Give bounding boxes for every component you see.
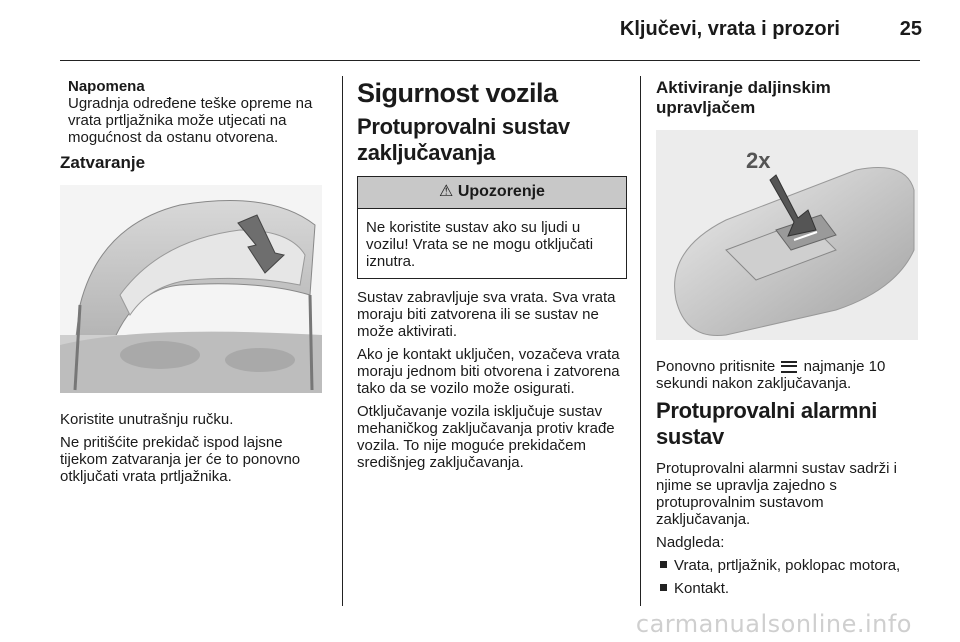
heading-remote-activation: Aktiviranje daljinskim upravljačem: [656, 78, 831, 117]
heading-alarm-system: Protuprovalni alarmni sustav: [656, 398, 878, 449]
column-2: [357, 78, 627, 477]
note-block: [60, 78, 330, 146]
heading-anti-theft-locking: Protuprovalni sustav zaključavanja: [357, 114, 570, 165]
header-title: Ključevi, vrata i prozori: [619, 18, 840, 40]
header-rule: [60, 60, 920, 61]
warning-header: [358, 177, 626, 209]
warning-box: [357, 176, 627, 279]
monitored-items-list: [656, 557, 921, 597]
page-number: 25: [899, 18, 922, 40]
column-divider-1: [342, 76, 343, 606]
paragraph-do-not-press: Ne pritišćite prekidač ispod lajsne tijekom zatvaranja jer će to ponovno otključati vrata prtljažnika.: [60, 434, 301, 485]
warning-triangle-icon: ⚠: [439, 183, 454, 200]
press-twice-label: 2x: [746, 148, 771, 173]
column-1: [60, 78, 330, 491]
paragraph-monitors: Nadgleda:: [656, 534, 725, 551]
paragraph-ignition-on: Ako je kontakt uključen, vozačeva vrata moraju jednom biti otvorena i zatvorena tako da se vozilo može osigurati.: [357, 346, 620, 397]
paragraph-press-again: [656, 358, 921, 392]
press-again-text: Ponovno pritisnite: [656, 358, 776, 375]
lock-button-icon: [781, 361, 797, 373]
column-divider-2: [640, 76, 641, 606]
tailgate-illustration: [60, 185, 330, 397]
paragraph-unlocking: Otključavanje vozila isključuje sustav mehaničkog zaključavanja protiv krađe vozila. To nije moguće prekidačem središnjeg zaključavanja.: [357, 403, 615, 471]
list-item: Kontakt.: [656, 580, 921, 597]
warning-title: Upozorenje: [457, 183, 545, 200]
press-again-text-end: najmanje 10 sekundi nakon zaključavanja.: [656, 358, 886, 392]
heading-vehicle-security: Sigurnost vozila: [357, 78, 558, 108]
section-heading-closing: Zatvaranje: [60, 153, 146, 172]
paragraph-alarm-description: Protuprovalni alarmni sustav sadrži i njime se upravlja zajedno s protuprovalnim sustavom zaključavanja.: [656, 460, 897, 528]
list-item: Vrata, prtljažnik, poklopac motora,: [656, 557, 921, 574]
note-title: Napomena: [68, 78, 145, 95]
paragraph-use-handle: Koristite unutrašnju ručku.: [60, 411, 234, 428]
watermark: carmanualsonline.info: [635, 610, 912, 638]
paragraph-locks-all-doors: Sustav zabravljuje sva vrata. Sva vrata moraju biti zatvorena ili se sustav ne može aktivirati.: [357, 289, 616, 340]
note-text: Ugradnja određene teške opreme na vrata prtljažnika može utjecati na mogućnost da ostanu otvorena.: [68, 95, 313, 146]
remote-key-illustration: [656, 130, 921, 344]
column-3: [656, 78, 921, 603]
warning-text: Ne koristite sustav ako su ljudi u vozilu! Vrata se ne mogu otključati iznutra.: [366, 219, 594, 270]
